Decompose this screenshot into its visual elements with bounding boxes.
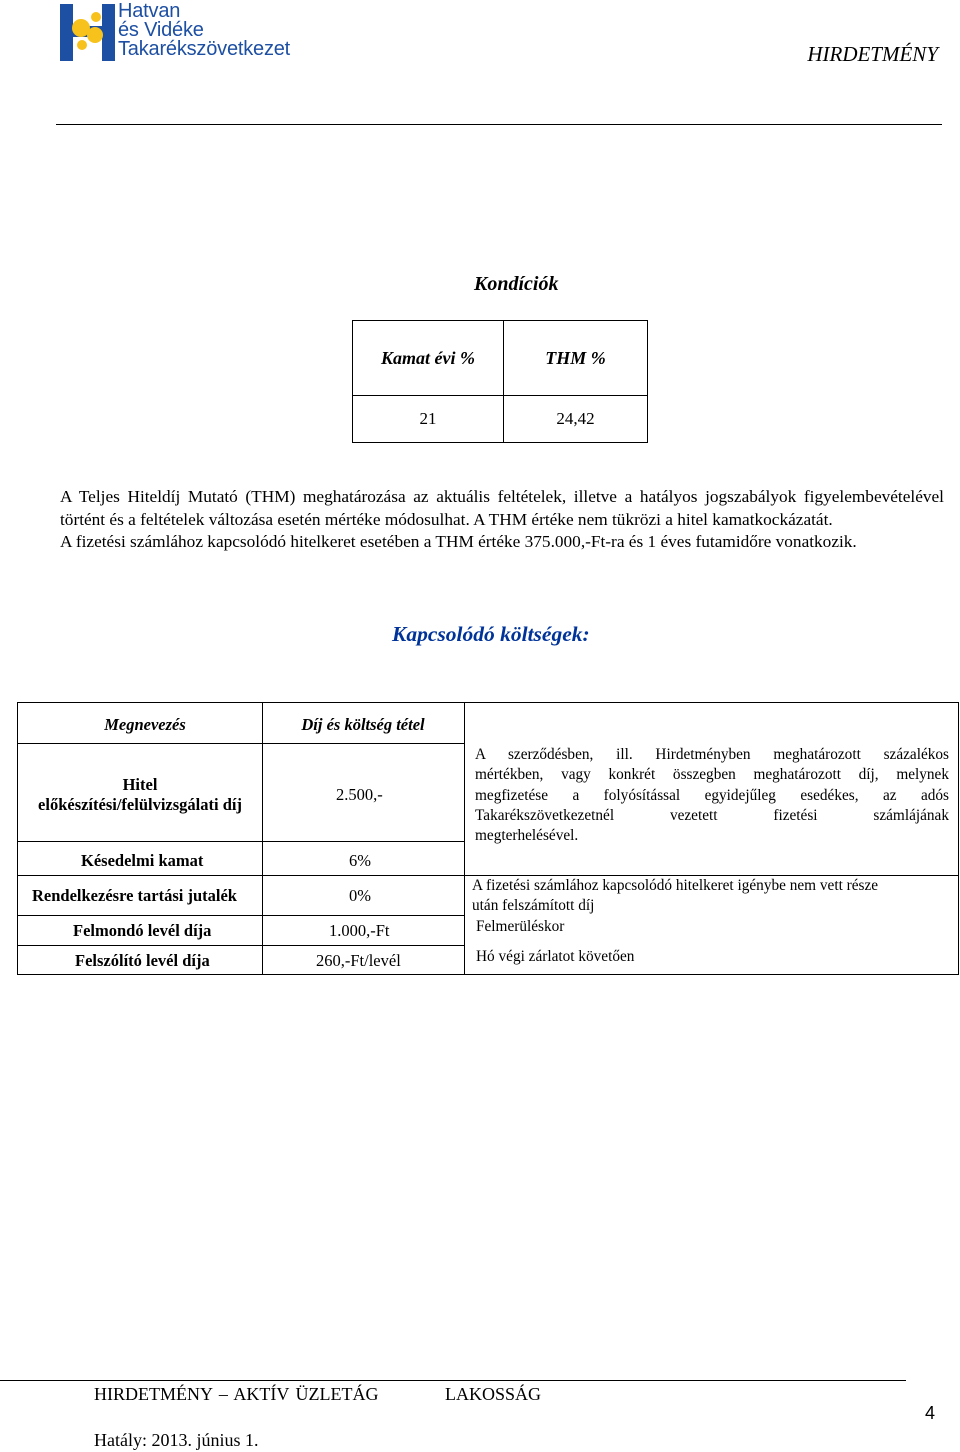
cost-name-line: előkészítési/felülvizsgálati díj bbox=[38, 795, 242, 814]
costs-heading: Kapcsolódó költségek: bbox=[392, 622, 590, 646]
grid-line bbox=[18, 841, 464, 842]
cost-fee-commitment-fee: 0% bbox=[349, 886, 371, 905]
col-header-name: Megnevezés bbox=[104, 715, 186, 734]
header-divider bbox=[56, 124, 942, 125]
cost-name-late-interest: Késedelmi kamat bbox=[81, 851, 204, 870]
desc-line: A szerződésben, ill. Hirdetményben meghatározott százalékos bbox=[475, 746, 949, 763]
cost-fee-reminder-letter: 260,-Ft/levél bbox=[316, 951, 401, 970]
grid-line bbox=[18, 915, 464, 916]
page-number: 4 bbox=[925, 1403, 936, 1423]
cost-name-termination-letter: Felmondó levél díja bbox=[73, 921, 212, 940]
thm-explanation bbox=[60, 486, 944, 554]
footer-divider bbox=[0, 1380, 906, 1381]
cost-desc-preparation bbox=[475, 745, 949, 846]
document-title: HIRDETMÉNY bbox=[807, 42, 938, 66]
logo-line-2: és Vidéke bbox=[118, 19, 204, 41]
rates-table bbox=[352, 320, 648, 443]
cost-fee-late-interest: 6% bbox=[349, 851, 371, 870]
col-header-fee: Díj és költség tétel bbox=[301, 715, 425, 734]
footer-section: LAKOSSÁG bbox=[445, 1384, 542, 1404]
interest-rate-header: Kamat évi % bbox=[353, 321, 504, 396]
thm-paragraph-2: A fizetési számlához kapcsolódó hitelkeret esetében a THM értéke 375.000,-Ft-ra és 1 éves futamidőre vonatkozik. bbox=[60, 532, 857, 551]
cost-name-reminder-letter: Felszólító levél díja bbox=[75, 951, 210, 970]
desc-line: Takarékszövetkezetnél vezetett fizetési számlájának bbox=[475, 806, 949, 824]
grid-line bbox=[18, 945, 464, 946]
cost-fee-preparation: 2.500,- bbox=[336, 785, 383, 804]
thm-paragraph-1: A Teljes Hiteldíj Mutató (THM) meghatározása az aktuális feltételek, illetve a hatályos jogszabályok figyelembevételével történt és a feltételek változása esetén mértéke módosulhat. A THM értéke nem tükrözi a hitel kamatkockázatát. bbox=[60, 487, 944, 529]
cost-name-preparation bbox=[18, 775, 262, 815]
logo-line-1: Hatvan bbox=[118, 0, 181, 22]
logo-line-3: Takarékszövetkezet bbox=[118, 38, 291, 60]
grid-line bbox=[464, 703, 465, 975]
cost-fee-termination-letter: 1.000,-Ft bbox=[329, 921, 390, 940]
logo-mark-icon bbox=[58, 2, 118, 64]
desc-line: után felszámított díj bbox=[472, 897, 595, 915]
desc-line: mértékben, vagy konkrét összegben meghatározott díj, melynek bbox=[475, 766, 949, 784]
thm-value: 24,42 bbox=[504, 396, 648, 443]
thm-header: THM % bbox=[504, 321, 648, 396]
costs-table bbox=[17, 702, 959, 975]
desc-line: megterhelésével. bbox=[475, 827, 579, 845]
cost-desc-reminder-letter: Hó végi zárlatot követően bbox=[476, 948, 635, 965]
conditions-heading: Kondíciók bbox=[474, 273, 559, 295]
logo-wordmark bbox=[118, 2, 290, 59]
grid-line bbox=[18, 743, 464, 744]
rates-header-row bbox=[353, 321, 648, 396]
effective-date: Hatály: 2013. június 1. bbox=[94, 1430, 259, 1450]
cost-name-commitment-fee: Rendelkezésre tartási jutalék bbox=[32, 886, 237, 905]
desc-line: A fizetési számlához kapcsolódó hitelkeret igénybe nem vett része bbox=[472, 877, 879, 894]
cost-desc-commitment-fee bbox=[472, 876, 956, 917]
desc-line: megfizetése a folyósítással egyidejűleg esedékes, az adós bbox=[475, 786, 949, 804]
rates-value-row bbox=[353, 396, 648, 443]
cost-name-line: Hitel bbox=[122, 775, 158, 794]
cost-desc-termination-letter: Felmerüléskor bbox=[476, 918, 565, 935]
footer-title: HIRDETMÉNY – AKTÍV ÜZLETÁG bbox=[94, 1384, 379, 1404]
interest-rate-value: 21 bbox=[353, 396, 504, 443]
